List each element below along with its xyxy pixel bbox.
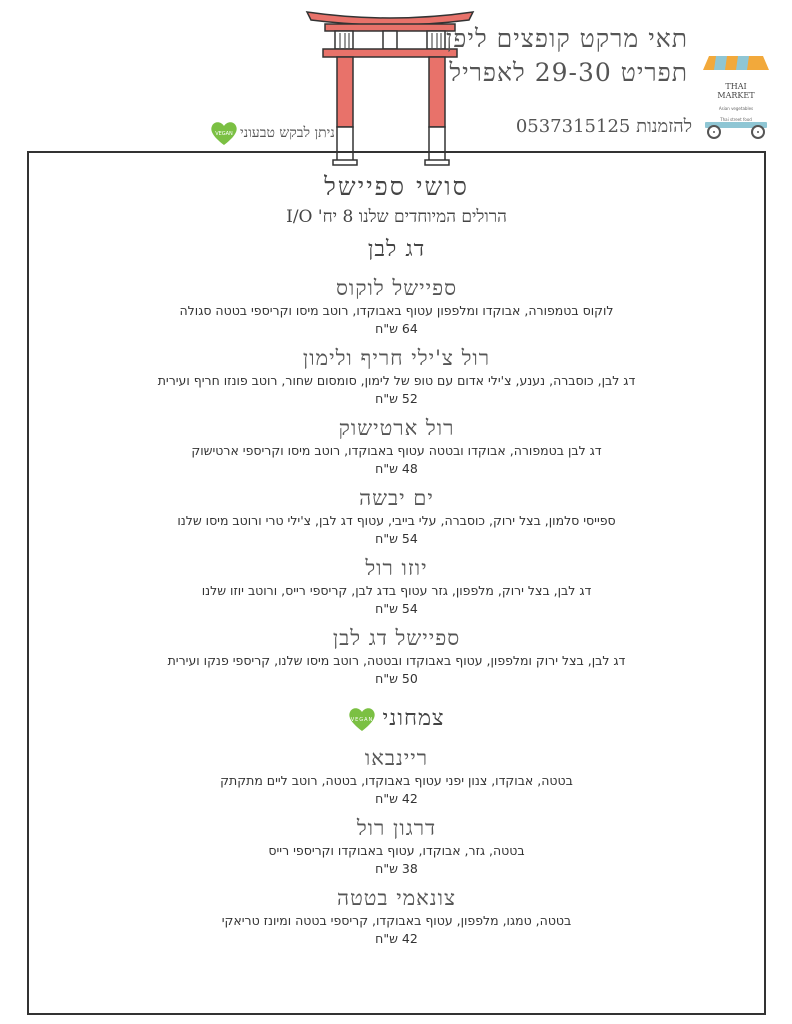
item-name: צונאמי בטטה [336,886,456,910]
vegan-heart-icon [210,120,238,146]
menu-item [29,484,764,548]
svg-text:VEGAN: VEGAN [351,717,374,723]
item-price: 54 ש"ח [375,531,418,546]
item-price: 42 ש"ח [375,931,418,946]
item-price: 50 ש"ח [375,671,418,686]
item-name: יוזו רול [365,556,428,580]
category-vegetarian [29,700,764,738]
menu-item [29,554,764,618]
menu-item [29,884,764,948]
event-line-2: תפריט 29-30 לאפריל [449,58,688,87]
vegan-note [210,120,335,146]
menu [29,170,764,948]
item-name: דרגון רול [356,816,437,840]
item-price: 54 ש"ח [375,601,418,616]
food-cart-icon [703,56,769,144]
menu-item [29,414,764,478]
menu-item [29,624,764,688]
item-name: רול ארטישוק [338,416,455,440]
menu-item [29,344,764,408]
menu-subtitle: הרולים המיוחדים שלנו 8 יח' I/O [286,207,507,227]
item-description: בטטה, גזר, אבוקדו, עטוף באבוקדו וקריספי רייס [268,843,525,858]
event-line-1: תאי מרקט קופצים ליפן [445,24,688,53]
cart-brand: THAI MARKET [717,82,755,100]
cart-sub-2: Thai street food [720,117,752,122]
item-price: 52 ש"ח [375,391,418,406]
category-white-fish: דג לבן [367,237,426,262]
order-phone [516,116,692,137]
order-label: להזמנות [636,116,692,137]
vegan-heart-icon [348,706,376,732]
veg-items [29,744,764,948]
item-description: דג לבן, בצל ירוק ומלפפון, עטוף באבוקדו ובטטה, רוטב מיסו שלנו, קריספי פנקו ועירית [167,653,626,668]
item-price: 38 ש"ח [375,861,418,876]
item-price: 48 ש"ח [375,461,418,476]
item-description: ספייסי סלמון, בצל ירוק, כוסברה, עלי בייבי, עטוף דג לבן, צ'ילי טרי ורוטב מיסו שלנו [177,513,616,528]
menu-item [29,814,764,878]
category-veg-label: צמחוני [382,706,445,731]
menu-item [29,274,764,338]
item-price: 64 ש"ח [375,321,418,336]
menu-title: סושי ספיישל [324,172,469,201]
item-description: לוקוס בטמפורה, אבוקדו ומלפפון עטוף באבוקדו, רוטב מיסו וקריספי בטטה סגולה [179,303,614,318]
item-name: ספיישל לוקוס [335,276,458,300]
item-description: בטטה, אבוקדו, צנון יפני עטוף באבוקדו, בטטה, רוטב ליים מתקתק [220,773,573,788]
fish-items [29,274,764,688]
phone-number: 0537315125 [515,116,631,137]
item-description: דג לבן בטמפורה, אבוקדו ובטטה עטוף באבוקדו, רוטב מיסו וקריספי ארטישוק [191,443,602,458]
item-name: ריינבאו [364,746,429,770]
wheel-icon [751,125,765,139]
item-name: ספיישל דג לבן [332,626,461,650]
item-description: דג לבן, בצל ירוק, מלפפון, גזר עטוף בדג לבן, קריספי רייס, ורוטב יוזו שלנו [201,583,592,598]
vegan-note-text: ניתן לבקש טבעוני [240,124,335,141]
item-description: דג לבן, כוסברה, נענע, צ'ילי אדום עם טופ של לימון, סומסום שחור, רוטב פונזו חריף ועירית [157,373,636,388]
cart-sub-1: Asian vegetables [718,106,754,111]
wheel-icon [707,125,721,139]
svg-text:VEGAN: VEGAN [215,131,233,137]
item-name: ים יבשה [359,486,434,510]
item-name: רול צ'ילי חריף ולימון [302,346,491,370]
menu-item [29,744,764,808]
event-title [446,22,688,90]
item-description: בטטה, טמגו, מלפפון, עטוף באבוקדו, קריספי בטטה ומיונז טריאקי [221,913,572,928]
item-price: 42 ש"ח [375,791,418,806]
